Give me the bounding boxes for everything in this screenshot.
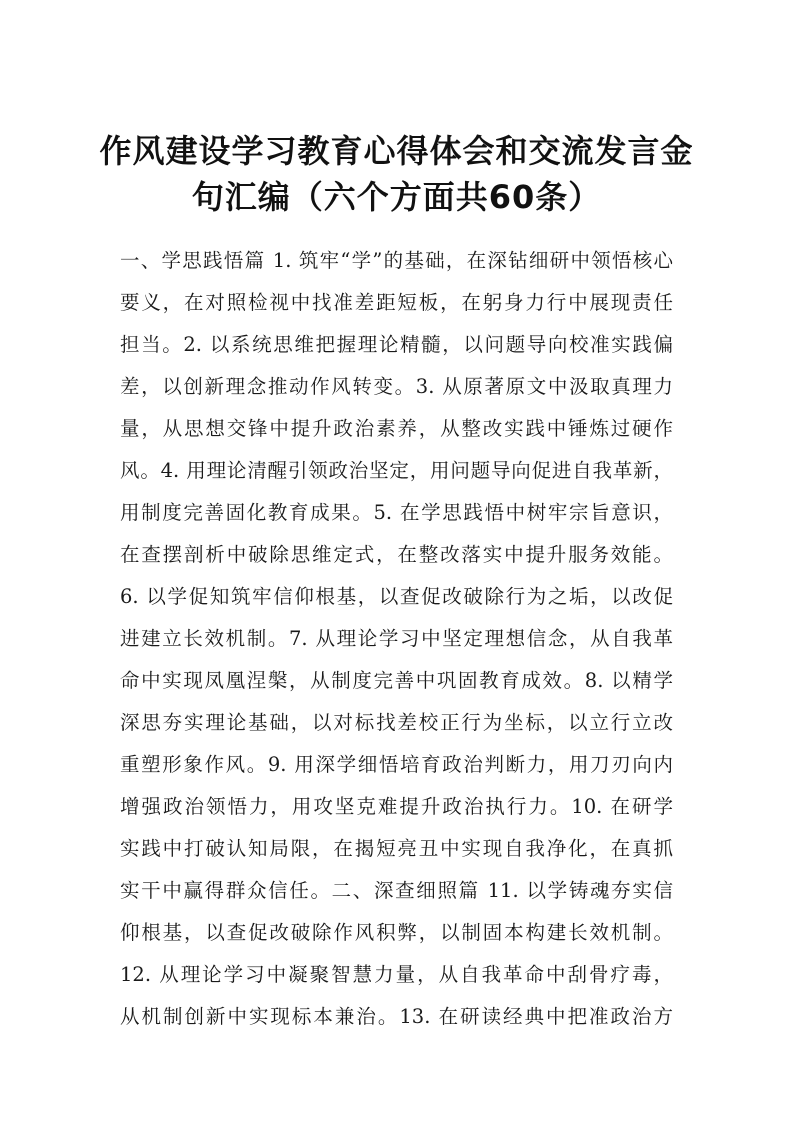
body-line: 量，从思想交锋中提升政治素养，从整改实践中锤炼过硬作 bbox=[120, 417, 673, 440]
body-line: 仰根基，以查促改破除作风积弊，以制固本构建长效机制。 bbox=[120, 921, 673, 944]
body-line: 重塑形象作风。9. 用深学细悟培育政治判断力，用刀刃向内 bbox=[120, 753, 673, 776]
body-line: 在查摆剖析中破除思维定式，在整改落实中提升服务效能。 bbox=[120, 543, 673, 566]
body-line: 一、学思践悟篇 1. 筑牢“学”的基础，在深钻细研中领悟核心 bbox=[120, 249, 673, 272]
body-line: 6. 以学促知筑牢信仰根基，以查促改破除行为之垢，以改促 bbox=[120, 585, 673, 608]
body-line: 风。4. 用理论清醒引领政治坚定，用问题导向促进自我革新， bbox=[120, 459, 673, 482]
body-line: 从机制创新中实现标本兼治。13. 在研读经典中把准政治方 bbox=[120, 1005, 673, 1028]
body-line: 增强政治领悟力，用攻坚克难提升政治执行力。10. 在研学 bbox=[120, 795, 673, 818]
body-line: 担当。2. 以系统思维把握理论精髓，以问题导向校准实践偏 bbox=[120, 333, 673, 356]
body-line: 深思夯实理论基础，以对标找差校正行为坐标，以立行立改 bbox=[120, 711, 673, 734]
body-line: 实干中赢得群众信任。二、深查细照篇 11. 以学铸魂夯实信 bbox=[120, 879, 673, 902]
document-title-line-2: 句汇编（六个方面共60条） bbox=[191, 178, 602, 216]
document-title-line-1: 作风建设学习教育心得体会和交流发言金 bbox=[99, 132, 694, 170]
body-line: 差，以创新理念推动作风转变。3. 从原著原文中汲取真理力 bbox=[120, 375, 673, 398]
body-line: 实践中打破认知局限，在揭短亮丑中实现自我净化，在真抓 bbox=[120, 837, 673, 860]
body-line: 进建立长效机制。7. 从理论学习中坚定理想信念，从自我革 bbox=[120, 627, 673, 650]
body-line: 12. 从理论学习中凝聚智慧力量，从自我革命中刮骨疗毒， bbox=[120, 963, 673, 986]
body-line: 用制度完善固化教育成果。5. 在学思践悟中树牢宗旨意识， bbox=[120, 501, 673, 524]
body-line: 命中实现凤凰涅槃，从制度完善中巩固教育成效。8. 以精学 bbox=[120, 669, 673, 692]
body-line: 要义，在对照检视中找准差距短板，在躬身力行中展现责任 bbox=[120, 291, 673, 314]
